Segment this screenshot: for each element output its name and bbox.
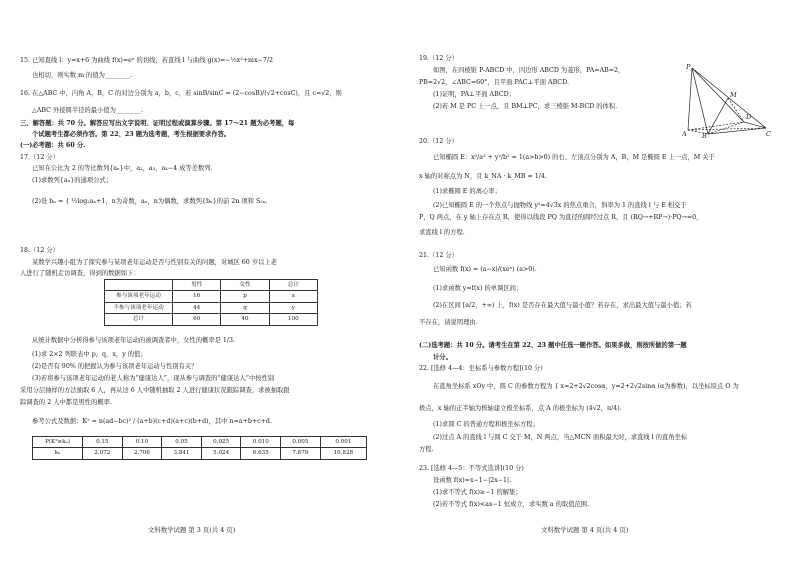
label-d: D (746, 113, 752, 121)
section3-line2: 个试题考生都必须作答。第 22、23 题为选考题，考生根据要求作答。 (32, 131, 231, 138)
q20-line1: 已知椭圆 E：x²/a² + y²/b² = 1(a>b>0) 的右、左顶点分别为 A，B，M 是椭圆 E 上一点，M 关于 (433, 154, 715, 161)
q18-part5: 踪调查的 2 人中都是男性的概率. (20, 399, 112, 406)
edge-pc (692, 68, 766, 128)
label-m: M (730, 91, 737, 99)
label-a: A (682, 130, 687, 138)
q15-line2: 也相切，则实数 m 的值为________. (32, 72, 133, 79)
table-cell: 0.025 (201, 437, 241, 448)
table-row (33, 437, 367, 448)
table-cell: 6.635 (241, 448, 281, 459)
table-cell: 0.001 (320, 437, 366, 448)
q22-part2a: (2)过点 A 的直线 l 与圆 C 交于 M，N 两点，当△MCN 面积最大时，求直线 l 的直角坐标 (433, 434, 688, 441)
q18-part2: (2)是否有 90% 的把握认为参与该项老年运动与性别有关？ (32, 363, 198, 370)
q17-line1: 已知在公比为 2 的等比数列{aₙ}中，a₂，a₃，a₄−4 成等差数列. (32, 165, 213, 172)
table-cell: 0.05 (162, 437, 202, 448)
table-cell: 总计 (269, 280, 317, 291)
table-cell: 44 (173, 302, 221, 313)
table-row (105, 291, 318, 302)
q18-part3: (3)若将参与该项老年运动的老人称为“健康达人”，现从参与调查的“健康达人”中按性别 (32, 375, 275, 382)
table-cell: 10.828 (320, 448, 366, 459)
q19-part2: (2)若 M 是 PC 上一点，且 BM⊥PC，求三棱锥 M-BCD 的体积. (433, 103, 618, 110)
q21-part2a: (2)在区间 [a/2，+∞) 上，f(x) 是否存在最大值与最小值？若存在，求出最大值与最小值；若 (433, 302, 692, 309)
edge-pa (688, 68, 692, 130)
table-cell: 0.15 (83, 437, 123, 448)
edge-ad (688, 122, 744, 130)
q18-title: 18.（12 分） (20, 247, 59, 254)
q23-part2: (2)若不等式 f(x)<ax−1 恒成立，求实数 a 的取值范围. (433, 501, 590, 508)
table-row (105, 302, 318, 313)
table-cell: q (221, 302, 269, 313)
q16-line1: 16. 在△ABC 中，内角 A，B，C 的对边分别为 a，b，c，若 sinB/sinC = (2−cosB)/(√2+cosC)，且 c=√2，则 (20, 90, 342, 97)
reference-formula: 参考公式及数据：K² = n(ad−bc)² / (a+b)(c+d)(a+c)(b+d)，其中 n=a+b+c+d. (32, 418, 272, 425)
q20-part2a: (2)已知椭圆 E 的一个焦点与抛物线 y²=4√3x 的焦点重合，斜率为 1 的直线 l 与 E 相交于 (433, 202, 687, 209)
section3-line1: 三、解答题：共 70 分。解答应写出文字说明、证明过程或演算步骤。第 17～21 题为必考题，每 (20, 120, 295, 127)
q20-part2c: 求直线 l 的方程. (419, 229, 465, 236)
table-cell: 参与该项老年运动 (105, 291, 173, 302)
contingency-table (104, 279, 318, 326)
table-row (33, 448, 367, 459)
q22-line2: 极点，x 轴的正半轴为极轴建立极坐标系，点 A 的极坐标为 (4√2，π/4). (419, 405, 622, 412)
label-b: B (702, 132, 707, 138)
right-page (397, 0, 794, 562)
table-cell: 0.10 (122, 437, 162, 448)
q20-part1: (1)求椭圆 E 的离心率； (433, 188, 501, 195)
required-heading: (一)必考题：共 60 分. (20, 142, 86, 149)
table-cell: 2.072 (83, 448, 123, 459)
q16-line2: △ABC 外接圆半径的最小值为________. (32, 107, 144, 114)
table-row (105, 314, 318, 325)
table-cell: x (269, 291, 317, 302)
table-cell: 60 (173, 314, 221, 325)
left-footer: 文科数学试题 第 3 页(共 4 页) (148, 526, 236, 534)
table-cell: k₀ (33, 448, 83, 459)
q23-line1: 设函数 f(x)=x−1−|2x−1|. (433, 477, 512, 484)
table-cell: 5.024 (201, 448, 241, 459)
q20-part2b: P，Q 两点，在 y 轴上存在点 R，使得以线段 PQ 为直径的圆经过点 R，且 (RQ→+RP→)·PQ→=0， (419, 214, 703, 221)
q23-title: 23. [选修 4—5：不等式选讲](10 分) (419, 465, 524, 472)
pyramid-diagram (682, 62, 774, 138)
q21-line1: 已知函数 f(x) = (a−x)/(xeˣ) (a>0). (433, 266, 537, 273)
q21-part2b: 不存在，请说明理由. (419, 319, 478, 326)
q18-part0: 从统计数据中分析得参与该项老年运动的被调查者中，女性的概率是 1/3. (32, 337, 236, 344)
table-cell: 40 (221, 314, 269, 325)
q20-line2: x 轴的对称点为 N，且 k_NA · k_MB = 1/4. (419, 173, 547, 180)
optional-line2: 计分。 (433, 354, 452, 361)
table-cell: 16 (173, 291, 221, 302)
critical-value-table (32, 436, 367, 460)
q19-part1: (1)证明，PA⊥平面 ABCD； (433, 91, 515, 98)
q18-line1: 某数学兴趣小组为了探究参与某项老年运动是否与性别有关的问题，对城区 60 岁以上老 (32, 259, 278, 266)
q17-title: 17.（12 分） (20, 154, 59, 161)
q17-part2: (2)设 bₙ = { ½log₂aₙ+1，n为奇数，aₙ，n为偶数，求数列{bₙ}的前 2n 项和 S₂ₙ. (32, 198, 268, 205)
q23-part1: (1)求不等式 f(x)≥−1 的解集； (433, 489, 522, 496)
right-footer: 文科数学试题 第 4 页(共 4 页) (541, 526, 629, 534)
q21-title: 21.（12 分） (419, 252, 458, 259)
q19-line2: PB=2√2，∠ABC=60°，且平面 PAC⊥平面 ABCD. (419, 79, 569, 86)
pyramid-figure (682, 62, 774, 138)
table-cell: y (269, 302, 317, 313)
optional-line1: (二)选考题：共 10 分。请考生在第 22、23 题中任选一题作答。如果多做，则按所做的第一题 (419, 342, 687, 349)
table-cell: 不参与该项老年运动 (105, 302, 173, 313)
table-cell (105, 280, 173, 291)
table-cell: 女性 (221, 280, 269, 291)
q18-part1: (1)求 2×2 列联表中 p，q，x，y 的值； (32, 351, 147, 358)
table-cell: 总计 (105, 314, 173, 325)
table-cell: P(K²≥k₀) (33, 437, 83, 448)
table-cell: 3.841 (162, 448, 202, 459)
q20-title: 20.（12 分） (419, 138, 458, 145)
q15-line1: 15. 已知直线 l：y=x+6 为曲线 f(x)=eˣ 的切线，若直线 l 与曲线 g(x)=−½x²+mx−7/2 (20, 57, 273, 64)
q19-title: 19.（12 分） (419, 55, 458, 62)
q18-part4: 采用分层抽样的方法抽取 6 人，再从这 6 人中随机抽取 2 人进行健康状况跟踪调查，求被抽取跟 (20, 387, 290, 394)
edge-md (728, 98, 744, 122)
table-cell: 100 (269, 314, 317, 325)
q22-line1: 在直角坐标系 xOy 中，圆 C 的参数方程为 { x=2+2√2cosα，y=2+2√2sinα (α为参数)，以坐标原点 O 为 (433, 383, 739, 390)
q18-line2: 人进行了随机走访调查，得到的数据如下： (20, 270, 140, 277)
table-cell: 0.005 (281, 437, 321, 448)
table-cell: 0.010 (241, 437, 281, 448)
edge-pb (692, 68, 708, 134)
table-cell: 2.706 (122, 448, 162, 459)
table-cell: 7.879 (281, 448, 321, 459)
q22-part1: (1)求圆 C 的普通方程和极坐标方程； (433, 421, 539, 428)
table-cell: 男性 (173, 280, 221, 291)
q22-title: 22. [选修 4—4：坐标系与参数方程](10 分) (419, 365, 543, 372)
label-c: C (766, 130, 771, 138)
q22-part2b: 方程. (419, 446, 434, 453)
q19-line1: 如图，在四棱锥 P-ABCD 中，四边形 ABCD 为菱形，PA=AB=2， (433, 67, 625, 74)
q17-part1: (1)求数列{aₙ}的通项公式； (32, 177, 113, 184)
table-row (105, 280, 318, 291)
table-cell: p (221, 291, 269, 302)
q21-part1: (1)求函数 y=f(x) 的单调区间； (433, 285, 523, 292)
label-p: P (686, 63, 691, 71)
